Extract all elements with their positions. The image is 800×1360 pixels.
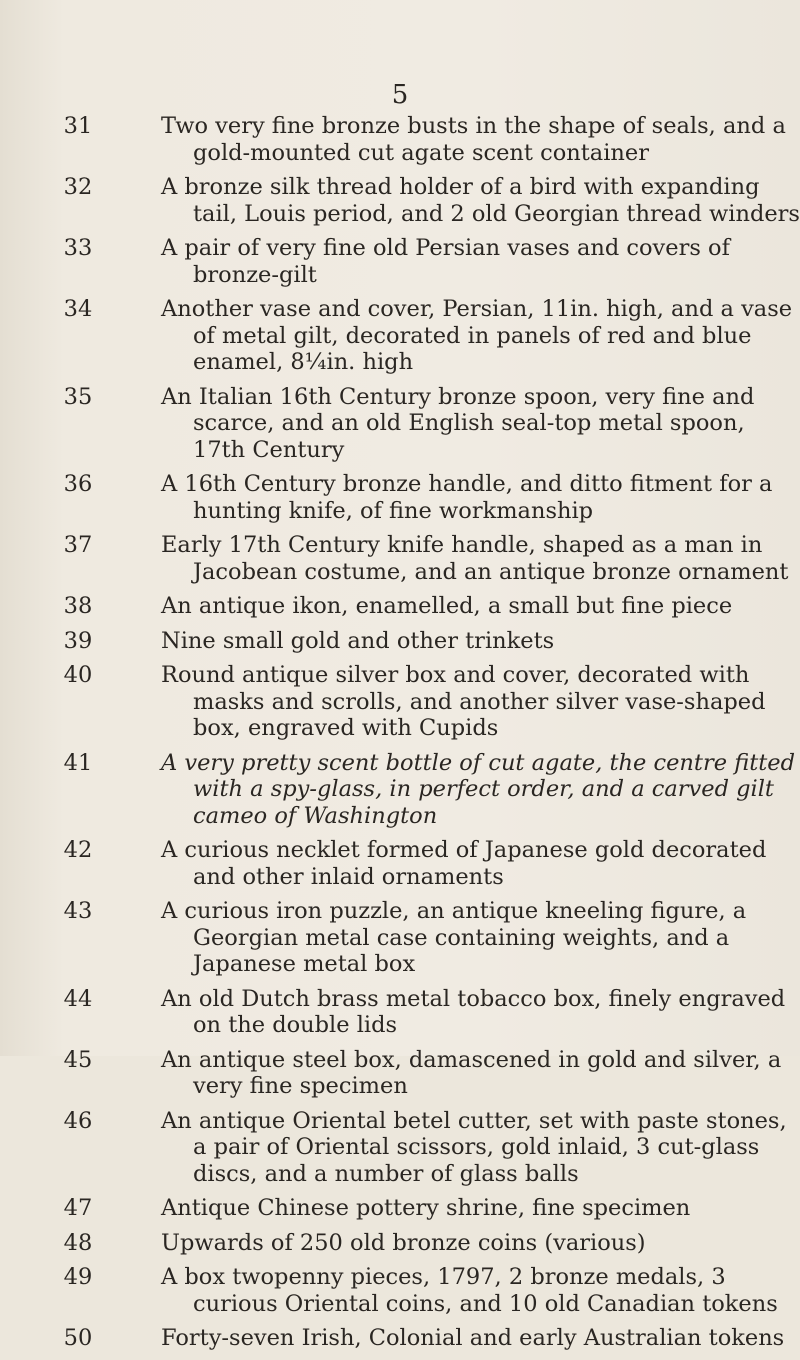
lot-number: 41 — [63, 749, 93, 776]
lot-number: 48 — [63, 1229, 93, 1256]
lot-entry — [0, 1230, 800, 1257]
lot-description: A curious iron puzzle, an antique kneeling figure, a Georgian metal case containing weights, and a Japanese metal box — [161, 898, 747, 977]
lot-number: 43 — [63, 898, 93, 924]
lot-number: 42 — [63, 837, 93, 863]
lot-entry — [0, 113, 800, 166]
lot-entry — [0, 837, 800, 890]
lot-number: 34 — [63, 296, 93, 322]
lot-number: 49 — [63, 1264, 93, 1290]
lot-description: A bronze silk thread holder of a bird with expanding tail, Louis period, and 2 old Georgian thread winders — [161, 174, 800, 227]
lot-number: 32 — [63, 174, 93, 200]
lot-entry — [0, 750, 800, 830]
lot-description: Upwards of 250 old bronze coins (various) — [161, 1229, 646, 1256]
lot-description: An antique ikon, enamelled, a small but fine piece — [161, 593, 733, 619]
lot-description: An Italian 16th Century bronze spoon, very fine and scarce, and an old English seal-top metal spoon, 17th Century — [161, 383, 755, 463]
lot-entry — [0, 986, 800, 1039]
lot-description: Early 17th Century knife handle, shaped as a man in Jacobean costume, and an antique bronze ornament — [161, 532, 789, 585]
lot-number: 40 — [63, 662, 93, 688]
lot-entry — [0, 1195, 800, 1222]
lot-number: 47 — [63, 1195, 93, 1221]
lot-description: An antique steel box, damascened in gold and silver, a very fine specimen — [161, 1046, 782, 1099]
lot-description: Two very fine bronze busts in the shape of seals, and a gold-mounted cut agate scent container — [161, 113, 786, 166]
lot-entry — [0, 174, 800, 227]
lot-number: 37 — [63, 532, 93, 558]
lot-description: A curious necklet formed of Japanese gold decorated and other inlaid ornaments — [161, 837, 767, 890]
lot-entry — [0, 1264, 800, 1317]
lot-number: 39 — [63, 627, 93, 654]
page-number: 5 — [391, 80, 409, 110]
lot-description: Forty-seven Irish, Colonial and early Australian tokens — [161, 1325, 785, 1351]
lot-description: A box twopenny pieces, 1797, 2 bronze medals, 3 curious Oriental coins, and 10 old Canadian tokens — [161, 1264, 778, 1317]
lot-entry — [0, 384, 800, 464]
lot-number: 38 — [63, 593, 93, 619]
lot-description: Another vase and cover, Persian, 11in. high, and a vase of metal gilt, decorated in panels of red and blue enamel, 8¼in. high — [161, 296, 793, 375]
lot-description: Round antique silver box and cover, decorated with masks and scrolls, and another silver vase-shaped box, engraved with Cupids — [161, 662, 766, 741]
lot-description: An old Dutch brass metal tobacco box, finely engraved on the double lids — [161, 985, 786, 1038]
lot-number: 44 — [63, 985, 93, 1012]
lot-description: Nine small gold and other trinkets — [161, 627, 555, 654]
lot-entry — [0, 898, 800, 978]
lot-entry — [0, 532, 800, 585]
lot-entry — [0, 662, 800, 742]
lot-number: 46 — [63, 1107, 93, 1134]
lot-entry — [0, 593, 800, 620]
lot-description: A pair of very fine old Persian vases and covers of bronze-gilt — [161, 235, 730, 288]
lot-description: Antique Chinese pottery shrine, fine specimen — [161, 1195, 691, 1221]
lot-entry — [0, 1047, 800, 1100]
lot-entry — [0, 235, 800, 288]
lot-description: A very pretty scent bottle of cut agate, the centre fitted with a spy-glass, in perfect order, and a carved gilt cameo of Washington — [161, 749, 795, 829]
lot-number: 35 — [63, 383, 93, 410]
lot-number: 45 — [63, 1046, 93, 1073]
lot-description: A 16th Century bronze handle, and ditto fitment for a hunting knife, of fine workmanship — [161, 471, 773, 524]
lot-number: 36 — [63, 471, 93, 497]
lot-number: 31 — [63, 113, 93, 139]
lot-list — [0, 113, 800, 1360]
lot-number: 33 — [63, 235, 93, 261]
lot-entry — [0, 471, 800, 524]
lot-entry — [0, 1108, 800, 1188]
lot-description: An antique Oriental betel cutter, set with paste stones, a pair of Oriental scissors, gold inlaid, 3 cut-glass discs, and a number of glass balls — [161, 1107, 787, 1187]
lot-number: 50 — [63, 1325, 93, 1351]
lot-entry — [0, 1325, 800, 1352]
lot-entry — [0, 628, 800, 655]
lot-entry — [0, 296, 800, 376]
